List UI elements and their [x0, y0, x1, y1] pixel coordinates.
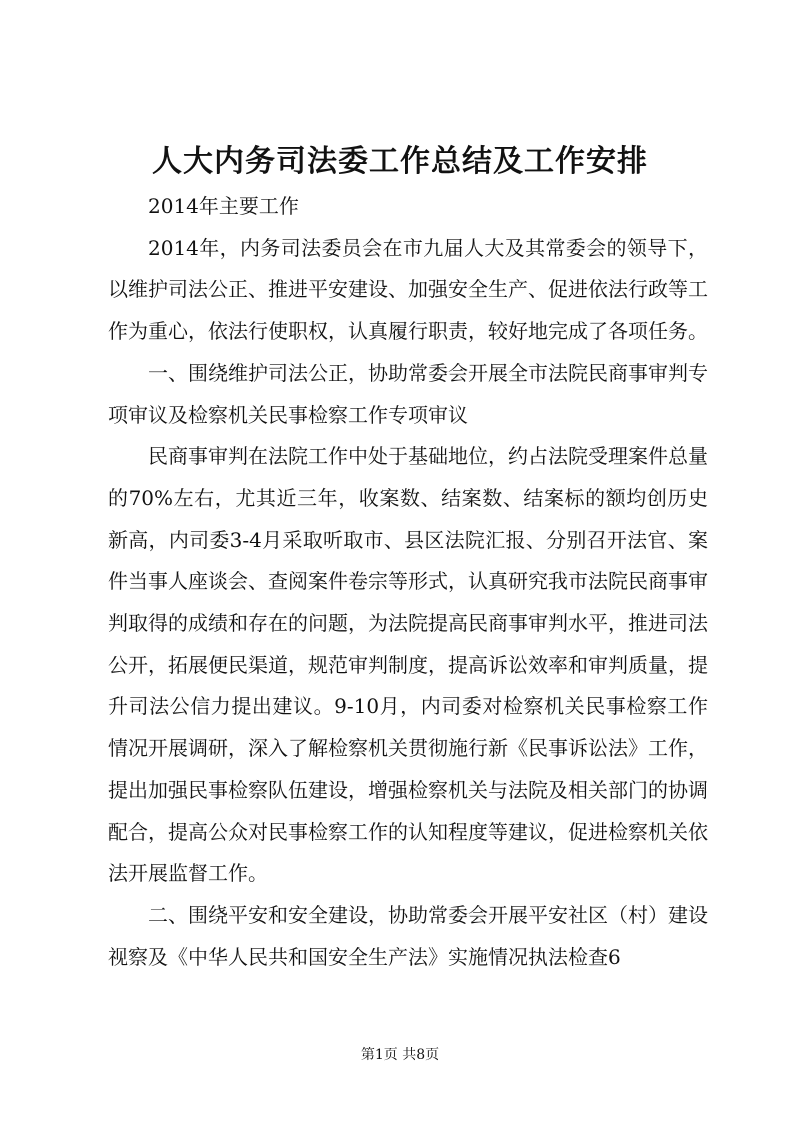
section-one-paragraph: 民商事审判在法院工作中处于基础地位，约占法院受理案件总量的70%左右，尤其近三年，收案数、结案数、结案标的额均创历史新高，内司委3-4月采取听取市、县区法院汇报、分别召开法官、案件当事人座谈会、查阅案件卷宗等形式，认真研究我市法院民商事审判取得的成绩和存在的问题，为法院提高民商事审判水平，推进司法公开，拓展便民渠道，规范审判制度，提高诉讼效率和审判质量，提升司法公信力提出建议。9-10月，内司委对检察机关民事检察工作情况开展调研，深入了解检察机关贯彻施行新《民事诉讼法》工作，提出加强民事检察队伍建设，增强检察机关与法院及相关部门的协调配合，提高公众对民事检察工作的认知程度等建议，促进检察机关依法开展监督工作。	[108, 444, 708, 886]
section-two-heading: 二、围绕平安和安全建设，协助常委会开展平安社区（村）建设视察及《中华人民共和国安全生产法》实施情况执法检查6	[108, 902, 708, 969]
document-body	[108, 186, 708, 978]
intro-paragraph: 2014年，内务司法委员会在市九届人大及其常委会的领导下，以维护司法公正、推进平安建设、加强安全生产、促进依法行政等工作为重心，依法行使职权，认真履行职责，较好地完成了各项任务。	[108, 235, 708, 344]
document-title: 人大内务司法委工作总结及工作安排	[152, 144, 648, 179]
section-one-heading: 一、围绕维护司法公正，协助常委会开展全市法院民商事审判专项审议及检察机关民事检察工作专项审议	[108, 360, 708, 427]
page-footer: 第1页 共8页	[360, 1047, 440, 1063]
section-heading-2014: 2014年主要工作	[148, 194, 299, 218]
